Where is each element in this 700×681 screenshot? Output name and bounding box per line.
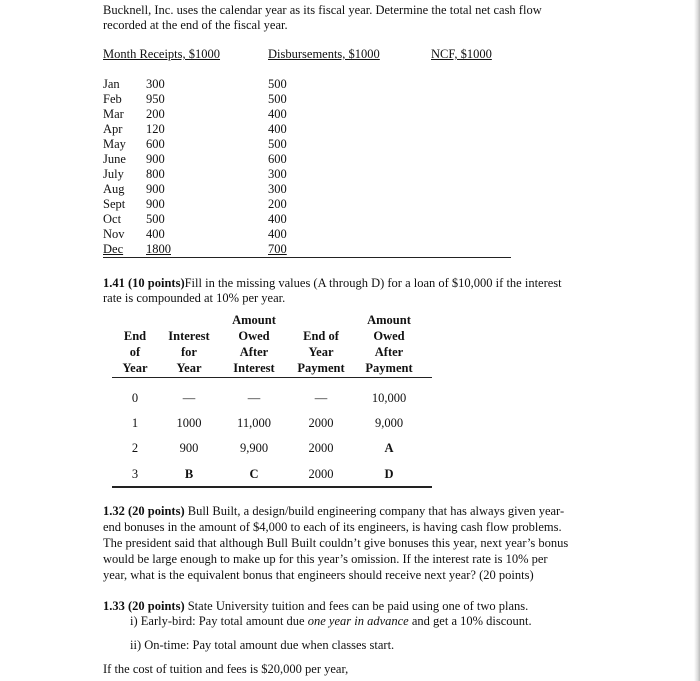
q141-line-1: [103, 275, 562, 291]
header-month-receipts: Month Receipts, $1000: [103, 47, 221, 61]
receipts-cell: 300: [146, 77, 165, 91]
receipts-cell: 950: [146, 92, 165, 106]
disbursements-cell: 500: [268, 77, 287, 91]
receipts-cell: 500: [146, 212, 165, 226]
q133-text-1: State University tuition and fees can be paid using one of two plans.: [184, 599, 529, 613]
loan-table-header-rule: [112, 377, 432, 378]
q132-label: 1.32 (20 points): [103, 504, 185, 518]
loan-year-cell: 1: [131, 416, 139, 430]
loan-owed-payment-cell: 10,000: [371, 391, 407, 405]
header-end-of-year-payment: End of Year Payment: [297, 329, 345, 375]
month-cell: Mar: [103, 107, 124, 121]
receipts-cell: 900: [146, 182, 165, 196]
loan-payment-cell: 2000: [308, 467, 334, 481]
disbursements-cell: 200: [268, 197, 287, 211]
header-amount-owed-after-payment: Amount Owed After Payment: [365, 313, 413, 375]
disbursements-cell: 400: [268, 212, 287, 226]
loan-payment-cell: 2000: [308, 416, 334, 430]
intro-line-2: recorded at the end of the fiscal year.: [103, 18, 288, 32]
q132-line-4: would be large enough to make up for this year’s omission. If the interest rate is 10% per: [103, 552, 548, 566]
q132-text-1: Bull Built, a design/build engineering company that has always given year-: [184, 504, 565, 518]
month-cell: June: [103, 152, 126, 166]
loan-payment-cell: 2000: [308, 441, 334, 455]
page-edge-shadow: [694, 0, 700, 681]
q132-line-3: The president said that although Bull Built couldn’t give bonuses this year, next year’s bonus: [103, 536, 569, 550]
receipts-cell: 600: [146, 137, 165, 151]
month-cell: July: [103, 167, 124, 181]
header-interest-for-year: Interest for Year: [168, 329, 210, 375]
receipts-cell: 900: [146, 152, 165, 166]
disbursements-cell: 400: [268, 227, 287, 241]
q133-emphasis: one year in advance: [307, 614, 409, 628]
loan-owed-payment-cell: A: [384, 441, 394, 455]
month-cell: Oct: [103, 212, 122, 226]
loan-owed-interest-cell: 11,000: [237, 416, 271, 430]
disbursements-cell: 400: [268, 122, 287, 136]
header-ncf: NCF, $1000: [431, 47, 492, 61]
month-cell: Nov: [103, 227, 125, 241]
q133-option-on-time: ii) On-time: Pay total amount due when classes start.: [130, 638, 395, 652]
loan-year-cell: 2: [131, 441, 139, 455]
loan-payment-cell: —: [314, 391, 328, 405]
disbursements-cell: 300: [268, 182, 287, 196]
loan-owed-interest-cell: 9,900: [239, 441, 269, 455]
receipts-cell: 400: [146, 227, 165, 241]
loan-interest-cell: B: [184, 467, 194, 481]
receipts-cell: 120: [146, 122, 165, 136]
month-cell: Sept: [103, 197, 126, 211]
receipts-cell: 900: [146, 197, 165, 211]
disbursements-cell: 500: [268, 92, 287, 106]
receipts-column: [146, 77, 171, 257]
q141-label: 1.41 (10 points): [103, 276, 185, 290]
header-end-of-year: End of Year: [122, 329, 148, 375]
month-column: [103, 77, 126, 257]
q133-line-1: [103, 598, 528, 614]
q133-option-early-bird: i) Early-bird: Pay total amount due one year in advance and get a 10% discount.: [130, 614, 532, 628]
loan-year-cell: 3: [131, 467, 139, 481]
disbursements-cell: 500: [268, 137, 287, 151]
month-cell: Dec: [103, 242, 124, 256]
header-amount-owed-after-interest: Amount Owed After Interest: [232, 313, 276, 375]
q132-line-1: [103, 503, 564, 519]
loan-interest-cell: 1000: [176, 416, 202, 430]
month-cell: Aug: [103, 182, 125, 196]
loan-owed-interest-cell: C: [249, 467, 259, 481]
cash-table-bottom-rule: [103, 257, 511, 258]
q141-text-1: Fill in the missing values (A through D) for a loan of $10,000 if the interest: [184, 276, 562, 290]
loan-owed-payment-cell: D: [384, 467, 394, 481]
loan-interest-cell: —: [182, 391, 196, 405]
header-disbursements: Disbursements, $1000: [268, 47, 380, 61]
disbursements-column: [268, 77, 287, 257]
disbursements-cell: 300: [268, 167, 287, 181]
loan-owed-payment-cell: 9,000: [374, 416, 404, 430]
month-cell: May: [103, 137, 126, 151]
intro-line-1: Bucknell, Inc. uses the calendar year as its fiscal year. Determine the total net cash flow: [103, 3, 542, 17]
receipts-cell: 200: [146, 107, 165, 121]
disbursements-cell: 700: [268, 242, 287, 256]
receipts-cell: 800: [146, 167, 165, 181]
q141-line-2: rate is compounded at 10% per year.: [103, 291, 286, 305]
month-cell: Feb: [103, 92, 122, 106]
month-cell: Apr: [103, 122, 123, 136]
disbursements-cell: 400: [268, 107, 287, 121]
month-cell: Jan: [103, 77, 120, 91]
loan-year-cell: 0: [131, 391, 139, 405]
q133-label: 1.33 (20 points): [103, 599, 185, 613]
q132-line-5: year, what is the equivalent bonus that engineers should receive next year? (20 points): [103, 568, 534, 582]
loan-interest-cell: 900: [179, 441, 199, 455]
disbursements-cell: 600: [268, 152, 287, 166]
q132-line-2: end bonuses in the amount of $4,000 to each of its engineers, is having cash flow problems.: [103, 520, 562, 534]
q133-last-line: If the cost of tuition and fees is $20,000 per year,: [103, 662, 349, 676]
loan-table-bottom-rule: [112, 486, 432, 488]
receipts-cell: 1800: [146, 242, 171, 256]
loan-owed-interest-cell: —: [247, 391, 261, 405]
